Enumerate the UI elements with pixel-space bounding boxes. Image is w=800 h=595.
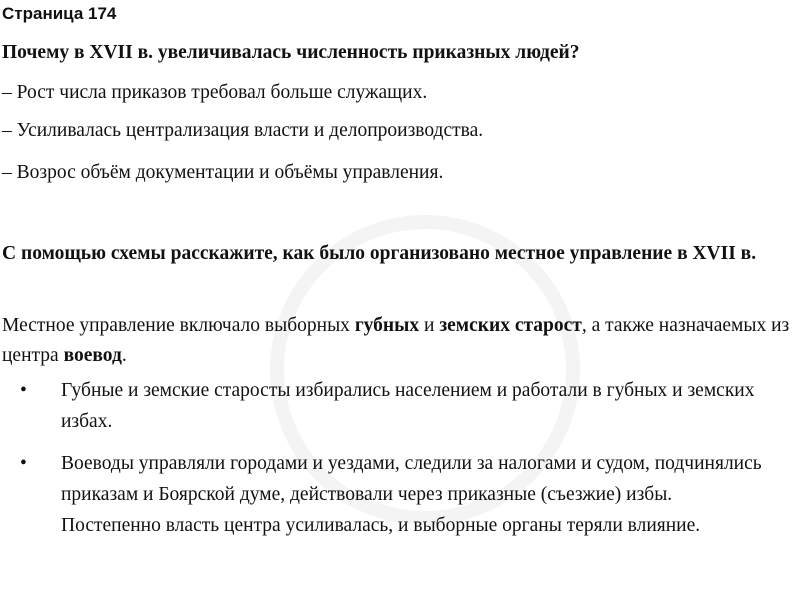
answer-line-2: – Усиливалась централизация власти и делопроизводства. <box>2 120 484 141</box>
bullet-icon: • <box>20 453 27 474</box>
intro-bold-term: земских старост <box>439 315 582 336</box>
question-1-heading: Почему в XVII в. увеличивалась численность приказных людей? <box>2 42 580 63</box>
intro-text: Местное управление включало выборных <box>2 315 355 336</box>
list-item <box>0 448 800 541</box>
intro-text: и <box>419 315 440 336</box>
answer-line-3: – Возрос объём документации и объёмы управления. <box>2 162 444 183</box>
intro-bold-term: губных <box>354 315 420 336</box>
page-number-label: Страница 174 <box>2 4 117 23</box>
intro-text: . <box>121 345 127 366</box>
answer-line-1: – Рост числа приказов требовал больше служащих. <box>2 82 428 103</box>
bullet-text: Губные и земские старосты избирались населением и работали в губных и земских избах. <box>61 380 755 432</box>
list-item <box>0 375 800 437</box>
intro-paragraph <box>2 311 798 371</box>
intro-text: , а также назначаемых из центра <box>2 315 790 366</box>
bullet-icon: • <box>20 380 27 401</box>
question-2-heading: С помощью схемы расскажите, как было организовано местное управление в XVII в. <box>2 243 757 264</box>
bullet-text-continued: Постепенно власть центра усиливалась, и выборные органы теряли влияние. <box>61 515 701 536</box>
intro-bold-term: воевод <box>63 345 122 366</box>
bullet-list <box>0 375 800 552</box>
bullet-text: Воеводы управляли городами и уездами, следили за налогами и судом, подчинялись приказам и Боярской думе, действовали через приказные (съезжие) избы. <box>61 453 762 505</box>
